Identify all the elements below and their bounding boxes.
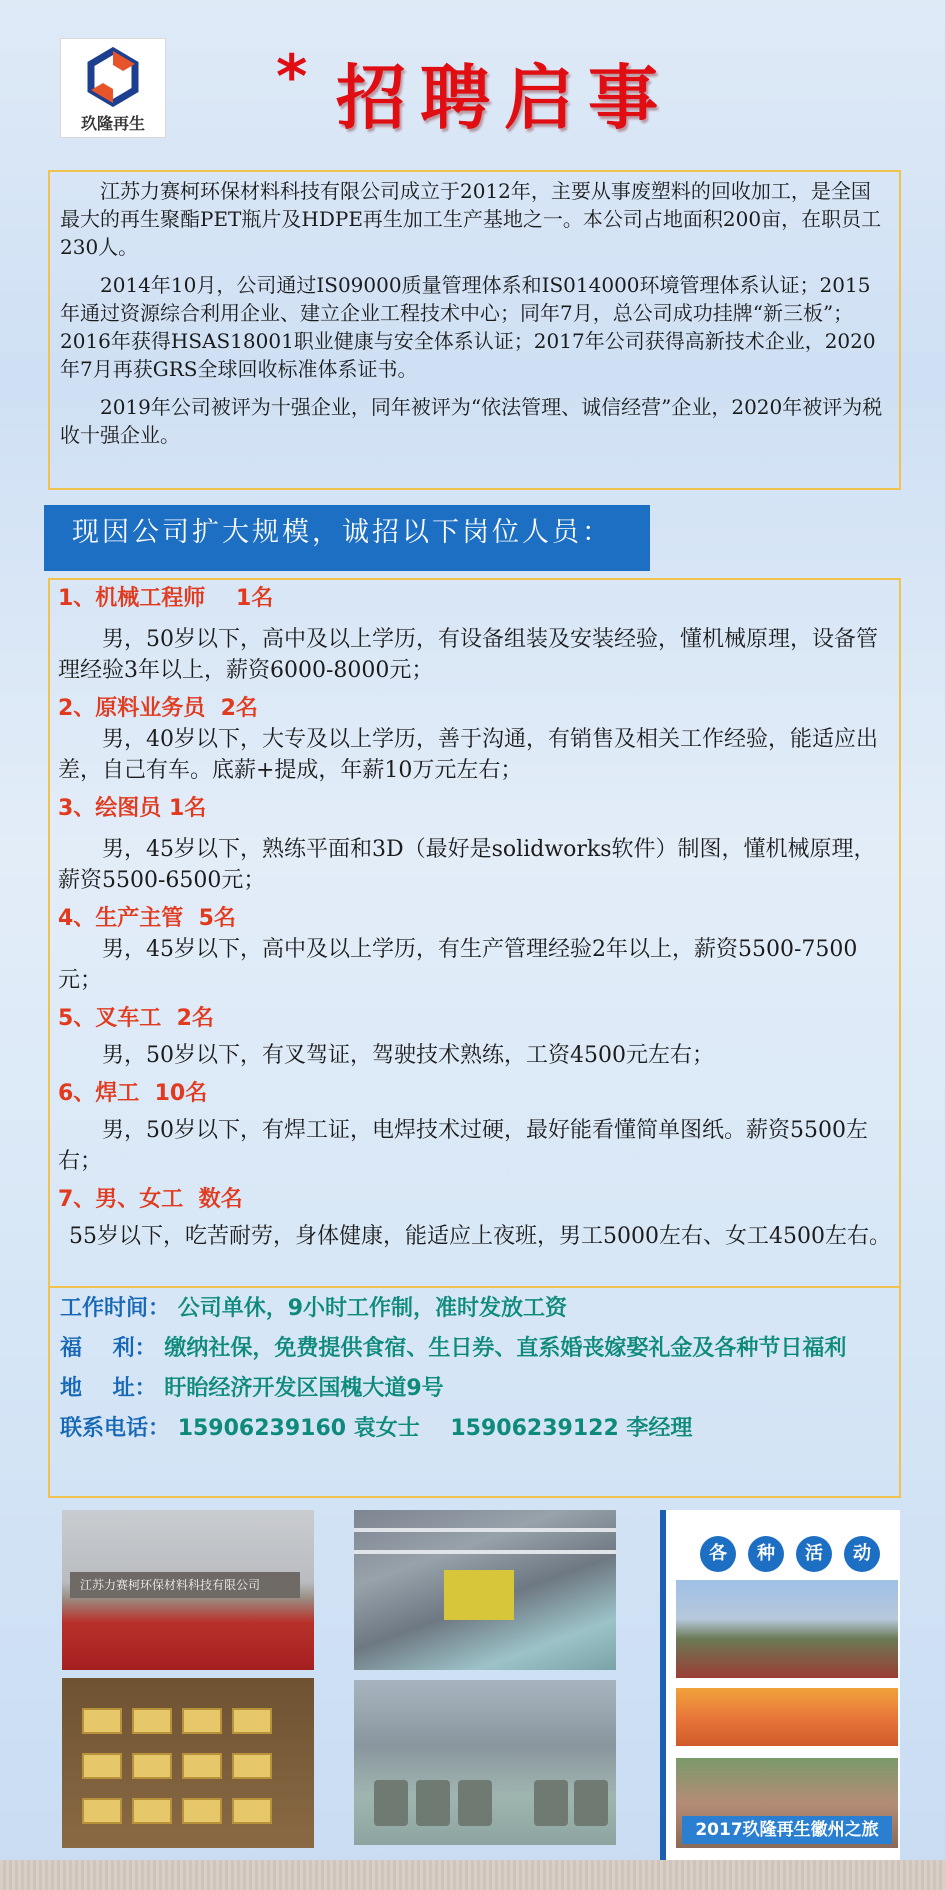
activities-char: 动 — [844, 1536, 880, 1572]
job-description: 55岁以下，吃苦耐劳，身体健康，能适应上夜班，男工5000左右、女工4500左右。 — [69, 1224, 891, 1249]
intro-paragraph: 江苏力赛柯环保材料科技有限公司成立于2012年，主要从事废塑料的回收加工，是全国最大的再生聚酯PET瓶片及HDPE再生加工生产基地之一。本公司占地面积200亩，在职员工230人。 — [60, 179, 882, 259]
job-item — [58, 794, 891, 896]
warehouse-photo — [354, 1680, 616, 1845]
logo-hexagon-icon — [83, 47, 143, 107]
phone-row — [60, 1414, 889, 1444]
address-label: 地 址： — [60, 1376, 157, 1401]
work-time-value: 公司单休，9小时工作制，准时发放工资 — [177, 1296, 567, 1321]
benefits-label: 福 利： — [60, 1336, 157, 1361]
job-title: 7、男、女工 数名 — [58, 1187, 243, 1212]
work-time-row — [60, 1294, 889, 1324]
page-title: 招聘启事 — [336, 57, 672, 139]
job-description: 男，50岁以下，高中及以上学历，有设备组装及安装经验，懂机械原理，设备管理经验3年以上，薪资6000-8000元； — [58, 627, 878, 683]
logo-text: 玖隆再生 — [80, 114, 145, 133]
job-description: 男，45岁以下，高中及以上学历，有生产管理经验2年以上，薪资5500-7500元； — [58, 937, 858, 993]
hiring-banner: 现因公司扩大规模，诚招以下岗位人员： — [44, 505, 650, 571]
job-title: 2、原料业务员 2名 — [58, 696, 258, 721]
company-intro — [48, 170, 901, 490]
intro-paragraph: 2019年公司被评为十强企业，同年被评为“依法管理、诚信经营”企业，2020年被评为税收十强企业。 — [60, 395, 883, 447]
company-sign-text: 江苏力赛柯环保材料科技有限公司 — [70, 1572, 300, 1598]
company-sign-photo — [62, 1510, 314, 1670]
job-item — [58, 904, 891, 996]
benefits-value: 缴纳社保，免费提供食宿、生日券、直系婚丧嫁娶礼金及各种节日福利 — [164, 1336, 847, 1361]
group-photo — [676, 1580, 898, 1678]
company-logo — [60, 38, 166, 138]
phone-value: 15906239160 袁女士 15906239122 李经理 — [177, 1416, 693, 1441]
group-photo — [676, 1688, 898, 1746]
phone-label: 联系电话： — [60, 1416, 171, 1441]
job-title: 3、绘图员 1名 — [58, 796, 207, 821]
job-item — [58, 694, 891, 786]
address-value: 盱眙经济开发区国槐大道9号 — [164, 1376, 444, 1401]
trip-caption: 2017玖隆再生徽州之旅 — [682, 1816, 892, 1844]
contact-info — [48, 1288, 901, 1498]
job-item — [58, 1004, 891, 1071]
job-item — [58, 1079, 891, 1177]
activities-heading — [700, 1536, 890, 1576]
honor-wall-photo — [62, 1678, 314, 1848]
title-star: * — [276, 42, 308, 112]
photo-gallery — [0, 1500, 945, 1890]
job-description: 男，45岁以下，熟练平面和3D（最好是solidworks软件）制图，懂机械原理，薪资5500-6500元； — [58, 837, 876, 893]
job-title: 5、叉车工 2名 — [58, 1006, 214, 1031]
benefits-row — [60, 1334, 889, 1364]
job-item — [58, 1185, 891, 1252]
job-title: 1、机械工程师 1名 — [58, 586, 274, 611]
job-title: 6、焊工 10名 — [58, 1081, 208, 1106]
footer-strip — [0, 1860, 945, 1890]
job-item — [58, 584, 891, 686]
activities-panel — [660, 1510, 900, 1890]
activities-char: 各 — [700, 1536, 736, 1572]
job-title: 4、生产主管 5名 — [58, 906, 236, 931]
activities-char: 活 — [796, 1536, 832, 1572]
job-description: 男，50岁以下，有叉驾证，驾驶技术熟练，工资4500元左右； — [102, 1043, 714, 1068]
factory-interior-photo — [354, 1510, 616, 1670]
activities-char: 种 — [748, 1536, 784, 1572]
work-time-label: 工作时间： — [60, 1296, 171, 1321]
job-description: 男，50岁以下，有焊工证，电焊技术过硬，最好能看懂简单图纸。薪资5500左右； — [58, 1118, 868, 1174]
address-row — [60, 1374, 889, 1404]
job-description: 男，40岁以下，大专及以上学历，善于沟通，有销售及相关工作经验，能适应出差，自己有车。底薪+提成，年薪10万元左右； — [58, 727, 878, 783]
intro-paragraph: 2014年10月，公司通过IS09000质量管理体系和IS014000环境管理体系认证；2015年通过资源综合利用企业、建立企业工程技术中心；同年7月，总公司成功挂牌“新三板”；2016年获得HSAS18001职业健康与安全体系认证；2017年公司获得高新技术企业，2020年7月再获GRS全球回收标准体系证书。 — [60, 273, 876, 381]
job-list — [48, 578, 901, 1288]
